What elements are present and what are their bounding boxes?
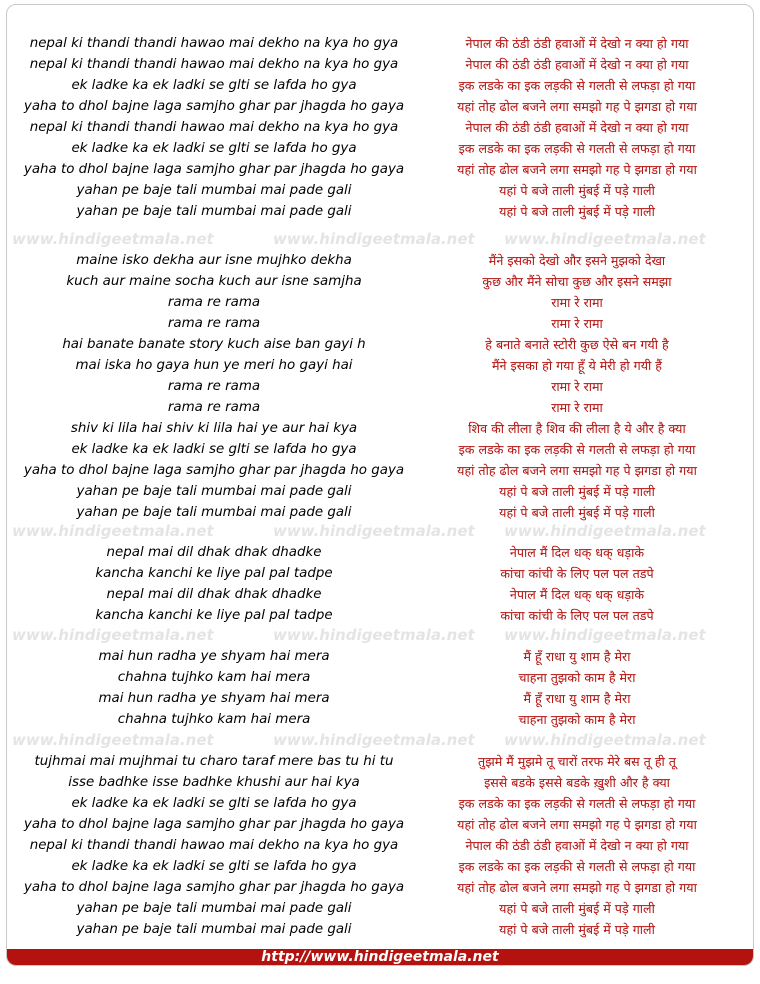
watermark-row bbox=[7, 229, 753, 250]
lyric-roman: yahan pe baje tali mumbai mai pade gali bbox=[76, 505, 352, 520]
lyric-roman: ek ladke ka ek ladki se glti se lafda ho gya bbox=[71, 859, 357, 874]
lyric-hindi: इससे बडके इससे बडके ख़ुशी और है क्या bbox=[484, 775, 670, 790]
lyric-roman: rama re rama bbox=[167, 400, 261, 415]
lyric-roman: chahna tujhko kam hai mera bbox=[117, 670, 311, 685]
lyric-hindi: यहां पे बजे ताली मुंबई में पड़े गाली bbox=[499, 505, 655, 520]
lyric-line bbox=[7, 418, 753, 439]
lyric-line bbox=[7, 563, 753, 584]
lyric-roman: yaha to dhol bajne laga samjho ghar par jhagda ho gaya bbox=[23, 880, 405, 895]
lyric-line bbox=[7, 481, 753, 502]
lyric-hindi: यहां तोह ढोल बजने लगा समझो गह पे झगडा हो गया bbox=[457, 817, 697, 832]
lyric-hindi: मैंने इसका हो गया हूँ ये मेरी हो गयी हैं bbox=[491, 358, 662, 373]
watermark-text: www.hindigeetmala.net bbox=[273, 230, 475, 248]
lyric-roman: ek ladke ka ek ladki se glti se lafda ho gya bbox=[71, 442, 357, 457]
lyric-hindi: रामा रे रामा bbox=[551, 400, 603, 415]
lyric-roman: nepal ki thandi thandi hawao mai dekho na kya ho gya bbox=[29, 57, 399, 72]
lyric-hindi: नेपाल की ठंडी ठंडी हवाओं में देखो न क्या हो गया bbox=[465, 57, 689, 72]
lyric-line bbox=[7, 646, 753, 667]
lyric-roman: nepal ki thandi thandi hawao mai dekho na kya ho gya bbox=[29, 36, 399, 51]
lyric-roman: rama re rama bbox=[167, 295, 261, 310]
watermark-row bbox=[7, 521, 753, 542]
lyric-line bbox=[7, 54, 753, 75]
lyric-hindi: यहां तोह ढोल बजने लगा समझो गह पे झगडा हो गया bbox=[457, 99, 697, 114]
lyric-line bbox=[7, 772, 753, 793]
lyric-roman: rama re rama bbox=[167, 316, 261, 331]
lyric-hindi: यहां पे बजे ताली मुंबई में पड़े गाली bbox=[499, 922, 655, 937]
lyric-hindi: इक लडके का इक लड़की से गलती से लफड़ा हो गया bbox=[458, 796, 696, 811]
lyric-roman: ek ladke ka ek ladki se glti se lafda ho gya bbox=[71, 78, 357, 93]
lyric-roman: yahan pe baje tali mumbai mai pade gali bbox=[76, 901, 352, 916]
lyric-line bbox=[7, 355, 753, 376]
lyric-roman: nepal mai dil dhak dhak dhadke bbox=[106, 587, 322, 602]
lyric-line bbox=[7, 688, 753, 709]
watermark-text: www.hindigeetmala.net bbox=[273, 731, 475, 749]
lyric-roman: kancha kanchi ke liye pal pal tadpe bbox=[95, 566, 333, 581]
watermark-text: www.hindigeetmala.net bbox=[504, 522, 706, 540]
lyric-line bbox=[7, 439, 753, 460]
lyric-line bbox=[7, 96, 753, 117]
watermark-text: www.hindigeetmala.net bbox=[12, 731, 214, 749]
lyric-line bbox=[7, 667, 753, 688]
watermark-text: www.hindigeetmala.net bbox=[273, 522, 475, 540]
lyric-line bbox=[7, 793, 753, 814]
lyric-hindi: यहां पे बजे ताली मुंबई में पड़े गाली bbox=[499, 901, 655, 916]
lyric-hindi: नेपाल मैं दिल धक् धक् धड़ाके bbox=[509, 545, 645, 560]
lyric-line bbox=[7, 376, 753, 397]
lyric-roman: mai iska ho gaya hun ye meri ho gayi hai bbox=[75, 358, 353, 373]
lyric-line bbox=[7, 460, 753, 481]
lyric-line bbox=[7, 138, 753, 159]
lyric-roman: yaha to dhol bajne laga samjho ghar par jhagda ho gaya bbox=[23, 817, 405, 832]
lyric-roman: ek ladke ka ek ladki se glti se lafda ho gya bbox=[71, 796, 357, 811]
lyric-hindi: कांचा कांची के लिए पल पल तडपे bbox=[500, 566, 654, 581]
lyric-hindi: कांचा कांची के लिए पल पल तडपे bbox=[500, 608, 654, 623]
lyric-line bbox=[7, 835, 753, 856]
lyric-roman: yahan pe baje tali mumbai mai pade gali bbox=[76, 183, 352, 198]
lyric-roman: nepal ki thandi thandi hawao mai dekho na kya ho gya bbox=[29, 838, 399, 853]
lyric-hindi: मैं हूँ राधा यु शाम है मेरा bbox=[523, 649, 631, 664]
lyric-hindi: हे बनाते बनाते स्टोरी कुछ ऐसे बन गयी है bbox=[485, 337, 669, 352]
lyric-line bbox=[7, 605, 753, 626]
watermark-text: www.hindigeetmala.net bbox=[504, 626, 706, 644]
lyric-roman: yaha to dhol bajne laga samjho ghar par jhagda ho gaya bbox=[23, 463, 405, 478]
lyric-line bbox=[7, 856, 753, 877]
lyric-roman: isse badhke isse badhke khushi aur hai kya bbox=[68, 775, 360, 790]
lyric-roman: yahan pe baje tali mumbai mai pade gali bbox=[76, 922, 352, 937]
lyric-roman: tujhmai mai mujhmai tu charo taraf mere bas tu hi tu bbox=[34, 754, 394, 769]
lyric-hindi: चाहना तुझको काम है मेरा bbox=[518, 670, 636, 685]
watermark-row bbox=[7, 625, 753, 646]
lyric-roman: shiv ki lila hai shiv ki lila hai ye aur hai kya bbox=[70, 421, 358, 436]
lyric-line bbox=[7, 814, 753, 835]
lyric-line bbox=[7, 313, 753, 334]
footer-bar bbox=[7, 949, 753, 965]
lyric-hindi: नेपाल की ठंडी ठंडी हवाओं में देखो न क्या हो गया bbox=[465, 120, 689, 135]
lyric-line bbox=[7, 117, 753, 138]
lyric-roman: nepal ki thandi thandi hawao mai dekho na kya ho gya bbox=[29, 120, 399, 135]
lyric-line bbox=[7, 75, 753, 96]
lyric-line bbox=[7, 502, 753, 523]
lyric-hindi: इक लडके का इक लड़की से गलती से लफड़ा हो गया bbox=[458, 859, 696, 874]
footer-link[interactable]: http://www.hindigeetmala.net bbox=[261, 949, 499, 965]
watermark-text: www.hindigeetmala.net bbox=[12, 230, 214, 248]
lyric-hindi: यहां तोह ढोल बजने लगा समझो गह पे झगडा हो गया bbox=[457, 463, 697, 478]
lyric-hindi: इक लडके का इक लड़की से गलती से लफड़ा हो गया bbox=[458, 442, 696, 457]
lyric-roman: maine isko dekha aur isne mujhko dekha bbox=[76, 253, 352, 268]
lyric-hindi: यहां तोह ढोल बजने लगा समझो गह पे झगडा हो गया bbox=[457, 162, 697, 177]
lyric-line bbox=[7, 919, 753, 940]
verse-block bbox=[7, 33, 753, 222]
lyric-roman: kuch aur maine socha kuch aur isne samjha bbox=[66, 274, 362, 289]
lyric-hindi: नेपाल की ठंडी ठंडी हवाओं में देखो न क्या हो गया bbox=[465, 36, 689, 51]
lyric-roman: kancha kanchi ke liye pal pal tadpe bbox=[95, 608, 333, 623]
lyric-hindi: यहां पे बजे ताली मुंबई में पड़े गाली bbox=[499, 484, 655, 499]
lyric-roman: rama re rama bbox=[167, 379, 261, 394]
lyric-line bbox=[7, 334, 753, 355]
lyric-line bbox=[7, 250, 753, 271]
lyric-line bbox=[7, 271, 753, 292]
lyric-line bbox=[7, 584, 753, 605]
lyric-line bbox=[7, 877, 753, 898]
lyric-hindi: शिव की लीला है शिव की लीला है ये और है क्या bbox=[468, 421, 686, 436]
lyric-roman: mai hun radha ye shyam hai mera bbox=[98, 691, 330, 706]
lyric-roman: yahan pe baje tali mumbai mai pade gali bbox=[76, 484, 352, 499]
watermark-text: www.hindigeetmala.net bbox=[504, 731, 706, 749]
watermark-text: www.hindigeetmala.net bbox=[12, 522, 214, 540]
lyric-hindi: तुझमे मैं मुझमे तू चारों तरफ मेरे बस तू ही तू bbox=[478, 754, 676, 769]
watermark-row bbox=[7, 730, 753, 751]
lyric-roman: ek ladke ka ek ladki se glti se lafda ho gya bbox=[71, 141, 357, 156]
lyric-hindi: यहां तोह ढोल बजने लगा समझो गह पे झगडा हो गया bbox=[457, 880, 697, 895]
lyric-hindi: मैं हूँ राधा यु शाम है मेरा bbox=[523, 691, 631, 706]
lyric-line bbox=[7, 751, 753, 772]
lyric-hindi: नेपाल मैं दिल धक् धक् धड़ाके bbox=[509, 587, 645, 602]
lyric-hindi: रामा रे रामा bbox=[551, 295, 603, 310]
lyric-hindi: मैंने इसको देखो और इसने मुझको देखा bbox=[488, 253, 666, 268]
watermark-text: www.hindigeetmala.net bbox=[504, 230, 706, 248]
lyric-line bbox=[7, 397, 753, 418]
lyric-roman: yahan pe baje tali mumbai mai pade gali bbox=[76, 204, 352, 219]
watermark-text: www.hindigeetmala.net bbox=[273, 626, 475, 644]
verse-block bbox=[7, 646, 753, 730]
lyric-roman: hai banate banate story kuch aise ban gayi h bbox=[62, 337, 366, 352]
lyric-hindi: यहां पे बजे ताली मुंबई में पड़े गाली bbox=[499, 183, 655, 198]
lyric-line bbox=[7, 292, 753, 313]
lyric-hindi: इक लडके का इक लड़की से गलती से लफड़ा हो गया bbox=[458, 78, 696, 93]
lyric-hindi: रामा रे रामा bbox=[551, 316, 603, 331]
lyric-hindi: नेपाल की ठंडी ठंडी हवाओं में देखो न क्या हो गया bbox=[465, 838, 689, 853]
lyric-roman: yaha to dhol bajne laga samjho ghar par jhagda ho gaya bbox=[23, 99, 405, 114]
verse-block bbox=[7, 250, 753, 523]
lyric-line bbox=[7, 180, 753, 201]
lyric-line bbox=[7, 201, 753, 222]
lyric-roman: mai hun radha ye shyam hai mera bbox=[98, 649, 330, 664]
lyrics-card bbox=[6, 4, 754, 966]
lyric-hindi: इक लडके का इक लड़की से गलती से लफड़ा हो गया bbox=[458, 141, 696, 156]
lyric-roman: yaha to dhol bajne laga samjho ghar par jhagda ho gaya bbox=[23, 162, 405, 177]
lyric-line bbox=[7, 159, 753, 180]
lyric-hindi: कुछ और मैंने सोचा कुछ और इसने समझा bbox=[482, 274, 672, 289]
lyric-line bbox=[7, 709, 753, 730]
watermark-text: www.hindigeetmala.net bbox=[12, 626, 214, 644]
lyric-line bbox=[7, 33, 753, 54]
lyric-hindi: यहां पे बजे ताली मुंबई में पड़े गाली bbox=[499, 204, 655, 219]
verse-block bbox=[7, 542, 753, 626]
lyric-hindi: चाहना तुझको काम है मेरा bbox=[518, 712, 636, 727]
verse-block bbox=[7, 751, 753, 940]
lyric-line bbox=[7, 542, 753, 563]
lyric-hindi: रामा रे रामा bbox=[551, 379, 603, 394]
lyric-roman: chahna tujhko kam hai mera bbox=[117, 712, 311, 727]
lyric-line bbox=[7, 898, 753, 919]
lyric-roman: nepal mai dil dhak dhak dhadke bbox=[106, 545, 322, 560]
